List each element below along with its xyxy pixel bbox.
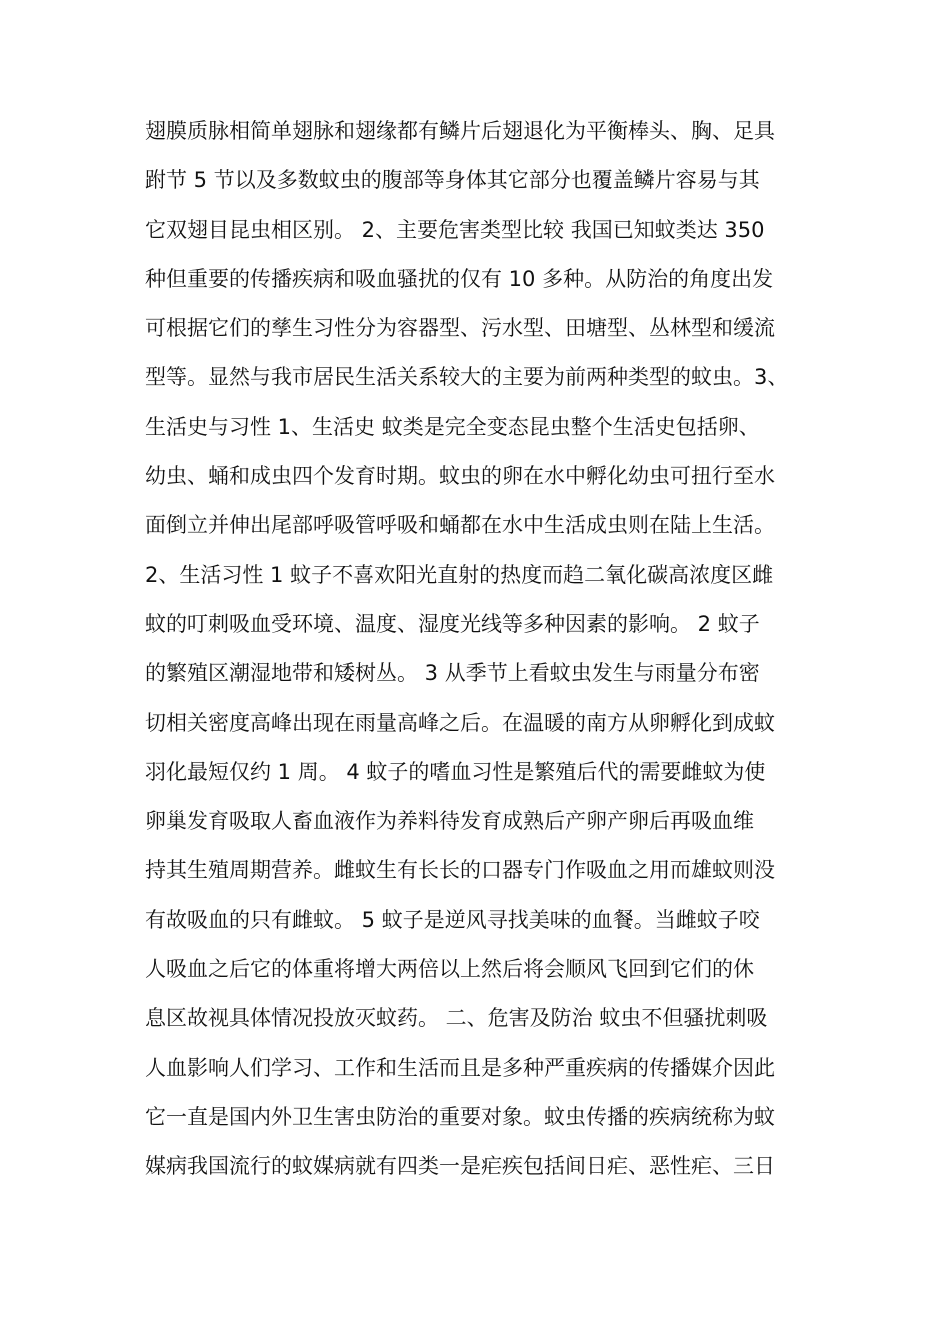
text-line-5: 可根据它们的孳生习性分为容器型、污水型、田塘型、丛林型和缓流 bbox=[145, 316, 775, 341]
text-line-19: 息区故视具体情况投放灭蚊药。 二、危害及防治 蚊虫不但骚扰刺吸 bbox=[145, 1006, 768, 1031]
text-line-16: 持其生殖周期营养。雌蚊生有长长的口器专门作吸血之用而雄蚊则没 bbox=[145, 858, 775, 883]
text-line-11: 蚊的叮刺吸血受环境、温度、湿度光线等多种因素的影响。 2 蚊子 bbox=[145, 611, 760, 636]
text-line-6: 型等。显然与我市居民生活关系较大的主要为前两种类型的蚊虫。3、 bbox=[145, 365, 789, 390]
text-line-17: 有故吸血的只有雌蚊。 5 蚊子是逆风寻找美味的血餐。当雌蚊子咬 bbox=[145, 907, 760, 932]
text-line-10: 2、生活习性 1 蚊子不喜欢阳光直射的热度而趋二氧化碳高浓度区雌 bbox=[145, 562, 774, 587]
text-line-7: 生活史与习性 1、生活史 蚊类是完全变态昆虫整个生活史包括卵、 bbox=[145, 414, 760, 439]
document-body-text bbox=[145, 107, 815, 1192]
text-line-9: 面倒立并伸出尾部呼吸管呼吸和蛹都在水中生活成虫则在陆上生活。 bbox=[145, 513, 775, 538]
text-line-3: 它双翅目昆虫相区别。 2、主要危害类型比较 我国已知蚊类达 350 bbox=[145, 217, 765, 242]
text-line-13: 切相关密度高峰出现在雨量高峰之后。在温暖的南方从卵孵化到成蚊 bbox=[145, 710, 775, 735]
text-line-2: 跗节 5 节以及多数蚊虫的腹部等身体其它部分也覆盖鳞片容易与其 bbox=[145, 168, 760, 193]
text-line-22: 媒病我国流行的蚊媒病就有四类一是疟疾包括间日疟、恶性疟、三日 bbox=[145, 1154, 775, 1179]
text-line-14: 羽化最短仅约 1 周。 4 蚊子的嗜血习性是繁殖后代的需要雌蚊为使 bbox=[145, 759, 766, 784]
text-line-4: 种但重要的传播疾病和吸血骚扰的仅有 10 多种。从防治的角度出发 bbox=[145, 266, 774, 291]
text-line-8: 幼虫、蛹和成虫四个发育时期。蚊虫的卵在水中孵化幼虫可扭行至水 bbox=[145, 464, 775, 489]
text-line-15: 卵巢发育吸取人畜血液作为养料待发育成熟后产卵产卵后再吸血维 bbox=[145, 809, 754, 834]
text-line-21: 它一直是国内外卫生害虫防治的重要对象。蚊虫传播的疾病统称为蚊 bbox=[145, 1104, 775, 1129]
text-line-18: 人吸血之后它的体重将增大两倍以上然后将会顺风飞回到它们的休 bbox=[145, 957, 754, 982]
text-line-20: 人血影响人们学习、工作和生活而且是多种严重疾病的传播媒介因此 bbox=[145, 1055, 775, 1080]
text-line-1: 翅膜质脉相简单翅脉和翅缘都有鳞片后翅退化为平衡棒头、胸、足具 bbox=[145, 119, 775, 143]
text-line-12: 的繁殖区潮湿地带和矮树丛。 3 从季节上看蚊虫发生与雨量分布密 bbox=[145, 661, 760, 686]
